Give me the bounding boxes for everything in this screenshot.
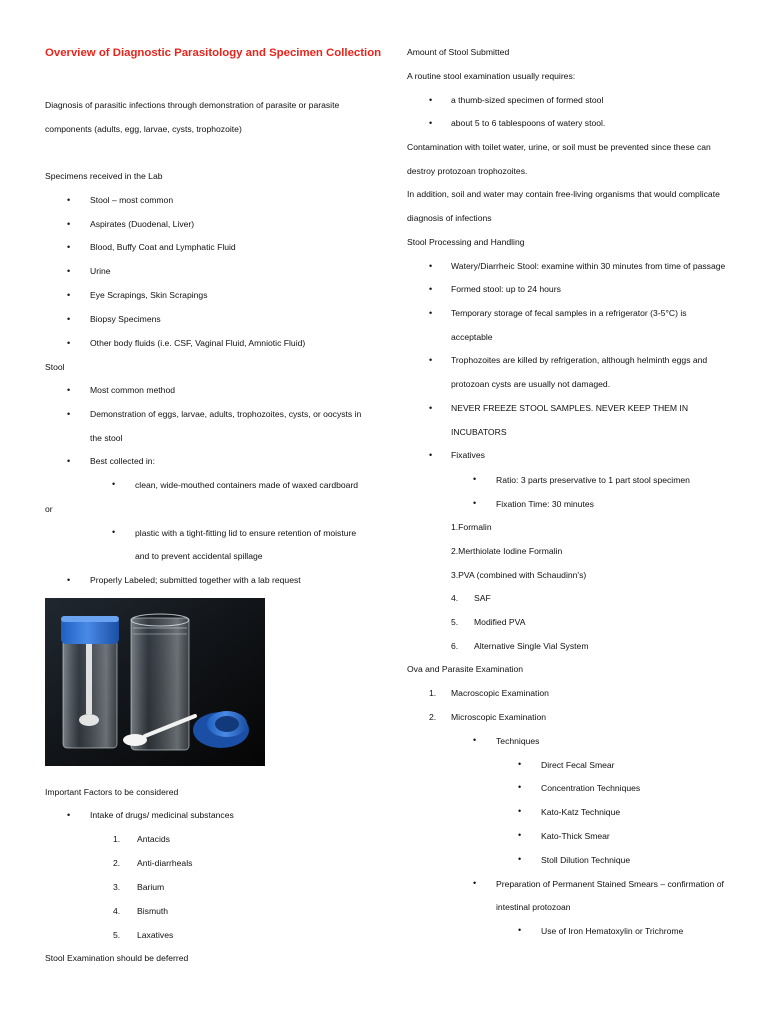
bullet: • <box>518 830 522 840</box>
fixative-item: 3.PVA (combined with Schaudinn's) <box>451 570 587 580</box>
document-title: Overview of Diagnostic Parasitology and Specimen Collection <box>45 47 382 59</box>
fixative-detail: Ratio: 3 parts preservative to 1 part stool specimen <box>496 475 690 485</box>
paragraph-line: In addition, soil and water may contain free-living organisms that would complicate <box>407 189 720 199</box>
paragraph-line: destroy protozoan trophozoites. <box>407 166 528 176</box>
fixative-detail: Fixation Time: 30 minutes <box>496 499 594 509</box>
intro-line: components (adults, egg, larvae, cysts, trophozoite) <box>45 124 242 134</box>
bullet: • <box>429 450 433 460</box>
prep-item: Preparation of Permanent Stained Smears – confirmation of <box>496 879 724 889</box>
bullet: • <box>429 95 433 105</box>
bullet: • <box>518 854 522 864</box>
fixative-item: 1.Formalin <box>451 522 492 532</box>
fixative-item: Modified PVA <box>474 617 526 627</box>
stool-item: Most common method <box>90 385 176 395</box>
specimen-item: Blood, Buffy Coat and Lymphatic Fluid <box>90 242 236 252</box>
bullet: • <box>518 782 522 792</box>
drug-number: 2. <box>113 858 121 868</box>
bullet: • <box>67 266 71 276</box>
technique-item: Stoll Dilution Technique <box>541 855 631 865</box>
prep-item: intestinal protozoan <box>496 902 571 912</box>
fixative-number: 5. <box>451 617 459 627</box>
stool-item: Demonstration of eggs, larvae, adults, trophozoites, cysts, or oocysts in <box>90 409 362 419</box>
bullet: • <box>518 759 522 769</box>
stool-heading: Stool <box>45 362 65 372</box>
specimen-item: Urine <box>90 266 111 276</box>
drug-number: 3. <box>113 882 121 892</box>
bullet: • <box>67 385 71 395</box>
processing-item: Watery/Diarrheic Stool: examine within 30 minutes from time of passage <box>451 261 726 271</box>
fixative-item: Alternative Single Vial System <box>474 641 589 651</box>
bullet: • <box>67 195 71 205</box>
amount-intro: A routine stool examination usually requires: <box>407 71 576 81</box>
bullet: • <box>67 314 71 324</box>
processing-item: acceptable <box>451 332 493 342</box>
stool-item: the stool <box>90 433 123 443</box>
stool-item: Properly Labeled; submitted together with a lab request <box>90 575 301 585</box>
fixative-number: 4. <box>451 593 459 603</box>
specimen-item: Aspirates (Duodenal, Liver) <box>90 219 195 229</box>
bullet: • <box>67 810 71 820</box>
container-item: and to prevent accidental spillage <box>135 551 263 561</box>
processing-item: Trophozoites are killed by refrigeration, although helminth eggs and <box>451 355 708 365</box>
exam-item: Microscopic Examination <box>451 712 547 722</box>
bullet: • <box>67 575 71 585</box>
container-item: plastic with a tight-fitting lid to ensure retention of moisture <box>135 528 357 538</box>
or-text: or <box>45 504 53 514</box>
bullet: • <box>429 403 433 413</box>
fixative-item: 2.Merthiolate Iodine Formalin <box>451 546 563 556</box>
processing-item: INCUBATORS <box>451 427 507 437</box>
technique-item: Kato-Katz Technique <box>541 807 621 817</box>
technique-item: Concentration Techniques <box>541 783 641 793</box>
bullet: • <box>67 219 71 229</box>
factor-item: Intake of drugs/ medicinal substances <box>90 810 234 820</box>
bullet: • <box>473 878 477 888</box>
techniques-label: Techniques <box>496 736 540 746</box>
processing-heading: Stool Processing and Handling <box>407 237 525 247</box>
deferred-text: Stool Examination should be deferred <box>45 953 189 963</box>
bullet: • <box>67 290 71 300</box>
bullet: • <box>112 527 116 537</box>
technique-item: Kato-Thick Smear <box>541 831 610 841</box>
drug-item: Barium <box>137 882 165 892</box>
bullet: • <box>429 261 433 271</box>
specimen-item: Other body fluids (i.e. CSF, Vaginal Fluid, Amniotic Fluid) <box>90 338 306 348</box>
exam-number: 1. <box>429 688 437 698</box>
bullet: • <box>429 355 433 365</box>
bullet: • <box>473 498 477 508</box>
bullet: • <box>473 735 477 745</box>
stain-item: Use of Iron Hematoxylin or Trichrome <box>541 926 684 936</box>
specimen-container-image <box>45 598 265 766</box>
bullet: • <box>67 456 71 466</box>
fixative-item: SAF <box>474 593 491 603</box>
amount-item: about 5 to 6 tablespoons of watery stool. <box>451 118 606 128</box>
amount-heading: Amount of Stool Submitted <box>407 47 510 57</box>
specimen-container-illustration <box>45 598 265 766</box>
specimens-heading: Specimens received in the Lab <box>45 171 163 181</box>
drug-item: Anti-diarrheals <box>137 858 193 868</box>
bullet: • <box>67 409 71 419</box>
container-item: clean, wide-mouthed containers made of waxed cardboard <box>135 480 359 490</box>
technique-item: Direct Fecal Smear <box>541 760 615 770</box>
bullet: • <box>518 806 522 816</box>
fixative-number: 6. <box>451 641 459 651</box>
drug-number: 5. <box>113 930 121 940</box>
processing-item: Formed stool: up to 24 hours <box>451 284 561 294</box>
ova-heading: Ova and Parasite Examination <box>407 664 524 674</box>
processing-item: protozoan cysts are usually not damaged. <box>451 379 611 389</box>
bullet: • <box>518 925 522 935</box>
bullet: • <box>429 308 433 318</box>
paragraph-line: Contamination with toilet water, urine, or soil must be prevented since these can <box>407 142 711 152</box>
bullet: • <box>112 479 116 489</box>
specimen-item: Eye Scrapings, Skin Scrapings <box>90 290 208 300</box>
bullet: • <box>429 284 433 294</box>
bullet: • <box>429 118 433 128</box>
bullet: • <box>67 338 71 348</box>
bullet: • <box>473 474 477 484</box>
specimen-item: Biopsy Specimens <box>90 314 161 324</box>
drug-item: Laxatives <box>137 930 174 940</box>
specimen-item: Stool – most common <box>90 195 174 205</box>
drug-number: 1. <box>113 834 121 844</box>
exam-item: Macroscopic Examination <box>451 688 549 698</box>
processing-item: NEVER FREEZE STOOL SAMPLES. NEVER KEEP THEM IN <box>451 403 689 413</box>
factors-heading: Important Factors to be considered <box>45 787 179 797</box>
exam-number: 2. <box>429 712 437 722</box>
drug-item: Antacids <box>137 834 170 844</box>
amount-item: a thumb-sized specimen of formed stool <box>451 95 604 105</box>
stool-item: Best collected in: <box>90 456 155 466</box>
drug-item: Bismuth <box>137 906 169 916</box>
intro-line: Diagnosis of parasitic infections through demonstration of parasite or parasite <box>45 100 340 110</box>
paragraph-line: diagnosis of infections <box>407 213 492 223</box>
drug-number: 4. <box>113 906 121 916</box>
bullet: • <box>67 242 71 252</box>
processing-item: Temporary storage of fecal samples in a refrigerator (3-5°C) is <box>451 308 687 318</box>
processing-item: Fixatives <box>451 450 485 460</box>
